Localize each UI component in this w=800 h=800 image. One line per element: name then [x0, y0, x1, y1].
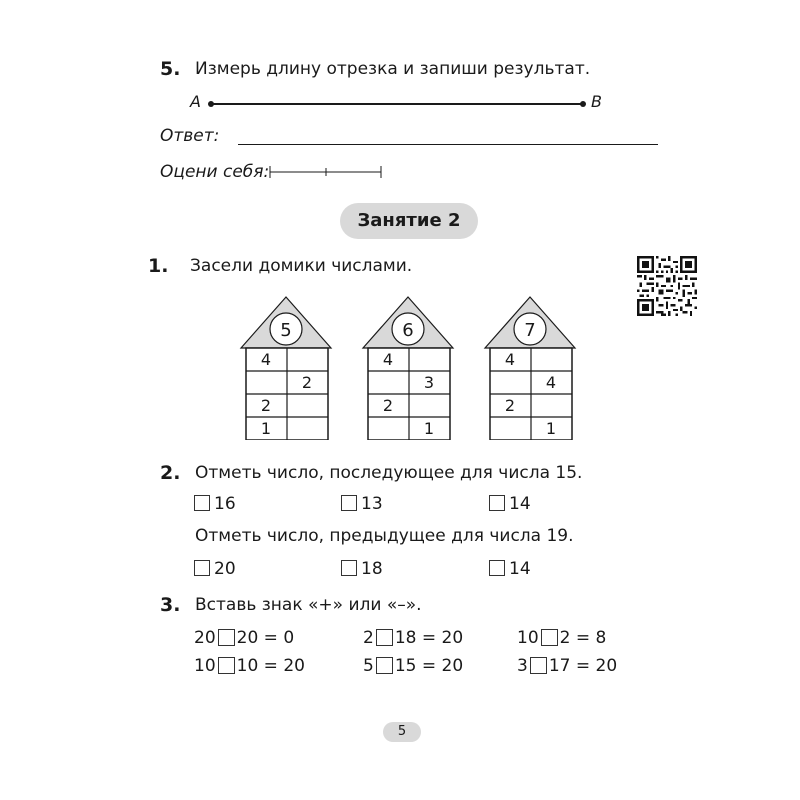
option-20[interactable]: 20 — [194, 559, 236, 579]
house-cell: 1 — [545, 419, 557, 438]
equation-2: 2 18 = 20 — [363, 628, 464, 648]
task3-number: 3. — [160, 594, 181, 616]
sign-box[interactable] — [376, 629, 393, 646]
self-assess-scale[interactable] — [268, 165, 384, 179]
point-b-label: B — [591, 92, 602, 111]
house-cell: 2 — [301, 373, 313, 392]
house-3 — [485, 297, 575, 440]
checkbox[interactable] — [194, 560, 210, 576]
equation-1: 20 20 = 0 — [194, 628, 295, 648]
option-14b[interactable]: 14 — [489, 559, 531, 579]
task1-number: 1. — [148, 255, 169, 277]
segment-ab — [205, 97, 590, 111]
option-18[interactable]: 18 — [341, 559, 383, 579]
house-cell: 1 — [260, 419, 272, 438]
task2-number: 2. — [160, 462, 181, 484]
house-cell: 3 — [423, 373, 435, 392]
task3-text: Вставь знак «+» или «–». — [195, 595, 422, 615]
task5-text: Измерь длину отрезка и запиши результат. — [195, 59, 591, 79]
roof-number: 7 — [524, 320, 536, 341]
equation-5: 5 15 = 20 — [363, 656, 464, 676]
house-1 — [241, 297, 331, 440]
house-cell: 1 — [423, 419, 435, 438]
sign-box[interactable] — [541, 629, 558, 646]
checkbox[interactable] — [341, 495, 357, 511]
answer-label: Ответ: — [160, 126, 220, 146]
option-14[interactable]: 14 — [489, 494, 531, 514]
sign-box[interactable] — [530, 657, 547, 674]
equation-3: 10 2 = 8 — [517, 628, 607, 648]
sign-box[interactable] — [218, 629, 235, 646]
house-cell: 4 — [382, 350, 394, 369]
checkbox[interactable] — [489, 495, 505, 511]
house-cell: 4 — [260, 350, 272, 369]
roof-number: 5 — [280, 320, 292, 341]
sign-box[interactable] — [218, 657, 235, 674]
equation-6: 3 17 = 20 — [517, 656, 618, 676]
equation-4: 10 10 = 20 — [194, 656, 305, 676]
option-13[interactable]: 13 — [341, 494, 383, 514]
self-assess-label: Оцени себя: — [160, 162, 270, 182]
point-a-label: A — [190, 92, 201, 111]
checkbox[interactable] — [341, 560, 357, 576]
task1-text: Засели домики числами. — [190, 256, 413, 276]
lesson-title: Занятие 2 — [340, 203, 478, 239]
page-number: 5 — [383, 722, 421, 742]
task2-text2: Отметь число, предыдущее для числа 19. — [195, 526, 574, 546]
house-2 — [363, 297, 453, 440]
roof-number: 6 — [402, 320, 414, 341]
sign-box[interactable] — [376, 657, 393, 674]
checkbox[interactable] — [489, 560, 505, 576]
house-cell: 4 — [504, 350, 516, 369]
house-cell: 2 — [382, 396, 394, 415]
task2-text1: Отметь число, последующее для числа 15. — [195, 463, 583, 483]
house-cell: 4 — [545, 373, 557, 392]
house-cell: 2 — [504, 396, 516, 415]
qr-code-icon — [637, 256, 697, 316]
checkbox[interactable] — [194, 495, 210, 511]
option-16[interactable]: 16 — [194, 494, 236, 514]
task5-number: 5. — [160, 58, 181, 80]
houses — [228, 290, 588, 440]
house-cell: 2 — [260, 396, 272, 415]
answer-line[interactable] — [238, 143, 658, 145]
